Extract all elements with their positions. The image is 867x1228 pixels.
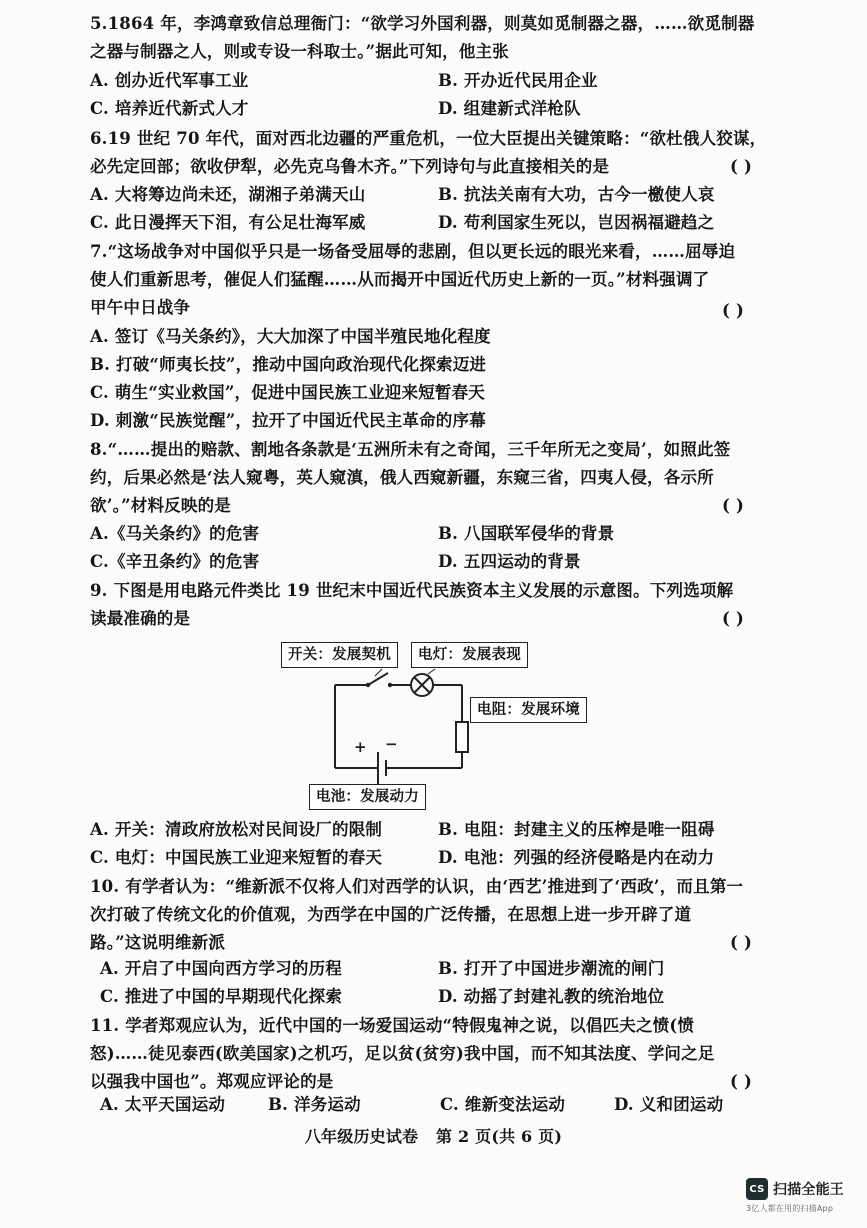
q6-option-d: D. 苟利国家生死以，岂因祸福避趋之 — [438, 213, 715, 232]
q8-line-1: 8.“……提出的赔款、割地各条款是‘五洲所未有之奇闻，三千年所无之变局’，如照此签 — [90, 440, 731, 459]
q8-option-a: A.《马关条约》的危害 — [90, 524, 260, 543]
switch-label: 开关：发展契机 — [281, 642, 398, 668]
scanner-tagline: 3亿人都在用的扫描App — [746, 1204, 834, 1213]
scanner-watermark — [746, 1178, 844, 1200]
q8-option-c: C.《辛丑条约》的危害 — [90, 552, 260, 571]
q7-line-2: 使人们重新思考，催促人们猛醒……从而揭开中国近代历史上新的一页。”材料强调了 — [90, 270, 710, 289]
q8-answer-paren: ( ) — [722, 496, 744, 515]
q9-option-c: C. 电灯：中国民族工业迎来短暂的春天 — [90, 848, 383, 867]
q7-option-a: A. 签订《马关条约》，大大加深了中国半殖民地化程度 — [90, 327, 491, 346]
q11-answer-paren: ( ) — [730, 1072, 752, 1091]
exam-title: 八年级历史试卷 — [304, 1127, 419, 1146]
q6-option-a: A. 大将筹边尚未还，湖湘子弟满天山 — [90, 185, 366, 204]
q5-line-1: 5.1864 年，李鸿章致信总理衙门：“欲学习外国利器，则莫如觅制器之器，……欲觅制器 — [90, 14, 755, 33]
lamp-label: 电灯：发展表现 — [411, 642, 528, 668]
q8-option-d: D. 五四运动的背景 — [438, 552, 581, 571]
q8-line-2: 约，后果必然是‘法人窥粤，英人窥滇，俄人西窥新疆，东窥三省，四夷人侵，各示所 — [90, 468, 714, 487]
q11-line-2: 怒)……徒见泰西(欧美国家)之机巧，足以贫(贫穷)我中国，而不知其法度、学问之足 — [90, 1044, 715, 1063]
q7-option-b: B. 打破“师夷长技”，推动中国向政治现代化探索迈进 — [90, 355, 487, 374]
q6-line-1: 6.19 世纪 70 年代，面对西北边疆的严重危机，一位大臣提出关键策略：“欲杜俄人狡谋， — [90, 129, 767, 148]
page-number: 第 2 页(共 6 页) — [436, 1127, 563, 1146]
q10-option-d: D. 动摇了封建礼教的统治地位 — [438, 987, 665, 1006]
q10-line-2: 次打破了传统文化的价值观，为西学在中国的广泛传播，在思想上进一步开辟了道 — [90, 905, 692, 924]
lamp-icon — [411, 674, 433, 696]
q6-answer-paren: ( ) — [730, 157, 752, 176]
q11-option-b: B. 洋务运动 — [268, 1095, 361, 1114]
q5-option-c: C. 培养近代新式人才 — [90, 99, 249, 118]
battery-minus-sign: − — [385, 735, 398, 753]
q10-option-a: A. 开启了中国向西方学习的历程 — [100, 959, 342, 978]
q8-option-b: B. 八国联军侵华的背景 — [438, 524, 615, 543]
q10-option-b: B. 打开了中国进步潮流的闸门 — [438, 959, 665, 978]
q5-option-d: D. 组建新式洋枪队 — [438, 99, 581, 118]
resistor-icon — [456, 722, 468, 752]
page-footer — [0, 1126, 867, 1148]
camscanner-logo-icon: CS — [746, 1178, 768, 1200]
q8-line-3: 欲’。”材料反映的是 — [90, 496, 231, 515]
q10-line-3: 路。”这说明维新派 — [90, 933, 226, 952]
q11-option-d: D. 义和团运动 — [614, 1095, 724, 1114]
q6-option-b: B. 抗法关南有大功，古今一檄使人哀 — [438, 185, 715, 204]
q7-answer-paren: ( ) — [722, 301, 744, 320]
switch-icon — [368, 673, 388, 685]
q5-option-a: A. 创办近代军事工业 — [90, 71, 249, 90]
q5-line-2: 之器与制器之人，则或专设一科取士。”据此可知，他主张 — [90, 42, 509, 61]
q6-option-c: C. 此日漫挥天下泪，有公足壮海军威 — [90, 213, 366, 232]
q7-line-3: 甲午中日战争 — [90, 298, 191, 317]
q7-option-d: D. 刺激“民族觉醒”，拉开了中国近代民主革命的序幕 — [90, 411, 486, 430]
resistor-label: 电阻：发展环境 — [470, 697, 587, 723]
q5-option-b: B. 开办近代民用企业 — [438, 71, 598, 90]
q9-answer-paren: ( ) — [722, 609, 744, 628]
battery-plus-sign: + — [354, 738, 367, 756]
q9-option-d: D. 电池：列强的经济侵略是内在动力 — [438, 848, 715, 867]
q10-answer-paren: ( ) — [730, 933, 752, 952]
q7-option-c: C. 萌生“实业救国”，促进中国民族工业迎来短暂春天 — [90, 383, 486, 402]
q10-option-c: C. 推进了中国的早期现代化探索 — [100, 987, 343, 1006]
switch-contact — [388, 683, 392, 687]
q10-line-1: 10. 有学者认为：“维新派不仅将人们对西学的认识，由‘西艺’推进到了‘西政’，而且第一 — [90, 877, 744, 896]
q9-option-a: A. 开关：清政府放松对民间设厂的限制 — [90, 820, 383, 839]
scanner-app-name: 扫描全能王 — [773, 1182, 844, 1198]
q9-option-b: B. 电阻：封建主义的压榨是唯一阻碍 — [438, 820, 715, 839]
q7-line-1: 7.“这场战争对中国似乎只是一场备受屈辱的悲剧，但以更长远的眼光来看，……屈辱迫 — [90, 242, 736, 261]
q6-line-2: 必先定回部；欲收伊犁，必先克乌鲁木齐。”下列诗句与此直接相关的是 — [90, 157, 610, 176]
q11-line-1: 11. 学者郑观应认为，近代中国的一场爱国运动“特假鬼神之说，以倡匹夫之愤(愤 — [90, 1016, 695, 1035]
q11-line-3: 以强我中国也”。郑观应评论的是 — [90, 1072, 334, 1091]
q9-line-2: 读最准确的是 — [90, 609, 191, 628]
q9-line-1: 9. 下图是用电路元件类比 19 世纪末中国近代民族资本主义发展的示意图。下列选项解 — [90, 581, 734, 600]
q11-option-c: C. 维新变法运动 — [440, 1095, 566, 1114]
battery-label: 电池：发展动力 — [309, 784, 426, 810]
q11-option-a: A. 太平天国运动 — [100, 1095, 226, 1114]
switch-pivot — [366, 683, 370, 687]
